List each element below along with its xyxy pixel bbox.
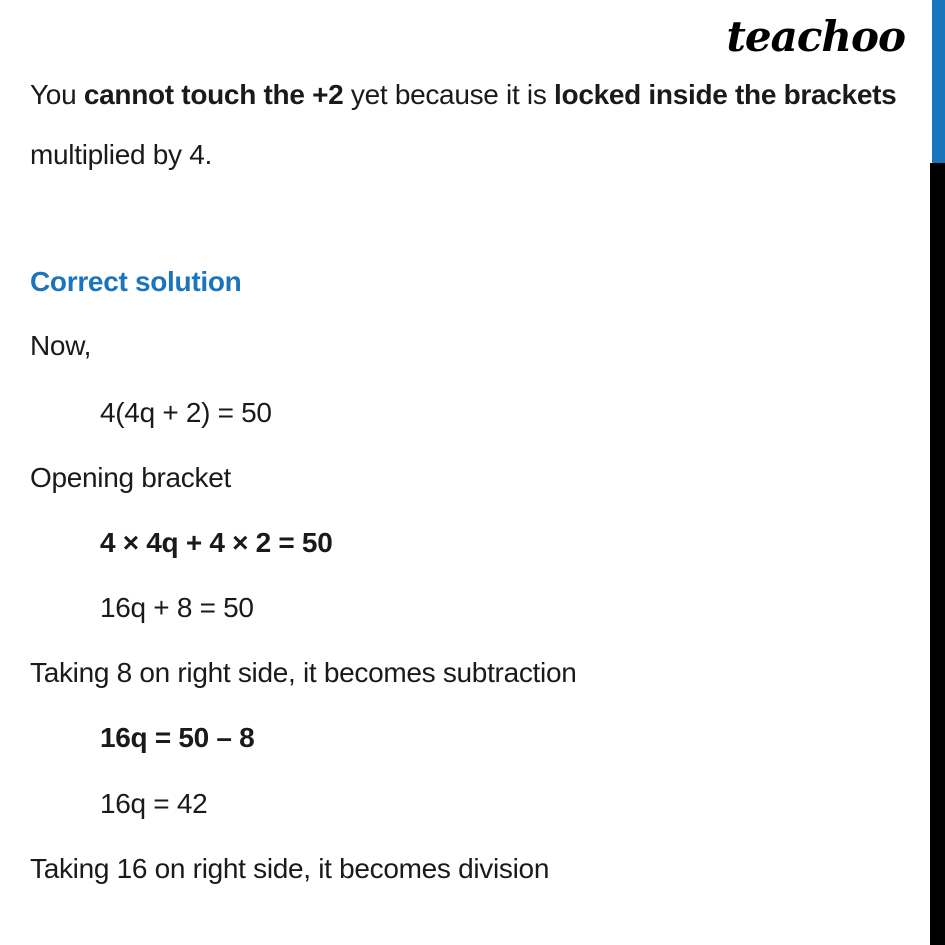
equation-original: 4(4q + 2) = 50: [100, 397, 272, 428]
equation-expanded: 4 × 4q + 4 × 2 = 50: [100, 527, 333, 558]
equation-result: 16q = 42: [100, 788, 208, 819]
blue-edge-bar: [932, 0, 945, 163]
intro-segment: yet because it is: [343, 79, 555, 110]
now-label: Now,: [30, 330, 92, 361]
intro-segment: You: [30, 79, 84, 110]
intro-line-2: multiplied by 4.: [30, 139, 212, 170]
taking-16-label: Taking 16 on right side, it becomes division: [30, 853, 550, 884]
intro-line-1: [30, 79, 896, 111]
equation-simplified: 16q + 8 = 50: [100, 592, 254, 623]
intro-segment-bold: locked inside the brackets: [554, 79, 897, 110]
opening-bracket-label: Opening bracket: [30, 462, 231, 493]
intro-segment-bold: cannot touch the +2: [83, 79, 344, 110]
correct-solution-heading: Correct solution: [30, 266, 242, 297]
taking-8-label: Taking 8 on right side, it becomes subtraction: [30, 657, 577, 688]
equation-subtraction: 16q = 50 – 8: [100, 722, 255, 753]
black-edge-bar: [930, 163, 945, 945]
teachoo-logo: teachoo: [726, 12, 905, 61]
